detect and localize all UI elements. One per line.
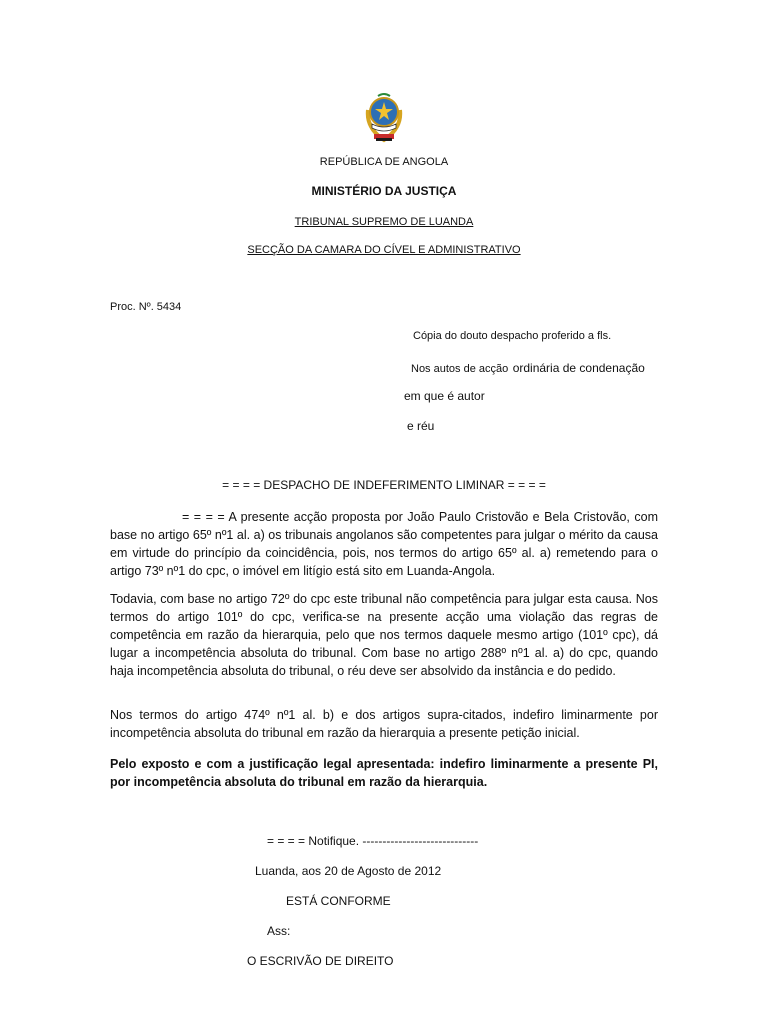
copy-line: Cópia do douto despacho proferido a fls. [413, 330, 612, 342]
paragraph-4-conclusion: Pelo exposto e com a justificação legal apresentada: indefiro liminarmente a presente PI, por incompetência absoluta do tribunal em razão da hierarquia. [110, 757, 658, 789]
paragraph-3: Nos termos do artigo 474º nº1 al. b) e dos artigos supra-citados, indefiro liminarmente por incompetência absoluta do tribunal em razão da hierarquia a presente petição inicial. [110, 708, 658, 740]
section-heading: SECÇÃO DA CAMARA DO CÍVEL E ADMINISTRATIVO [247, 244, 521, 256]
paragraph-2: Todavia, com base no artigo 72º do cpc este tribunal não competência para julgar esta causa. Nos termos do artigo 101º do cpc, verifica-se na presente acção uma violação das regras de competência em razão da hierarquia, pelo que nos termos daquele mesmo artigo (101º cpc), dá lugar a incompetência absoluta do tribunal. Com base no artigo 288º nº1 al. a) do cpc, quando haja incompetência absoluta do tribunal, o réu deve ser absolvido da instância e do pedido. [110, 592, 658, 678]
process-number: Proc. Nº. 5434 [110, 301, 182, 313]
author-line: em que é autor [404, 389, 485, 403]
clerk-title: O ESCRIVÃO DE DIREITO [247, 954, 394, 968]
autos-prefix: Nos autos de acção [411, 363, 509, 375]
defendant-line: e réu [407, 419, 435, 433]
paragraph-1: = = = = A presente acção proposta por João Paulo Cristovão e Bela Cristovão, com base no artigo 65º nº1 al. a) os tribunais angolanos são competentes para julgar o mérito da causa em virtude do princípio da coincidência, pois, nos termos do artigo 65º al. a) remetendo para o artigo 73º nº1 do cpc, o imóvel em litígio está sito em Luanda-Angola. [110, 510, 658, 578]
conform-line: ESTÁ CONFORME [286, 894, 391, 908]
court-heading: TRIBUNAL SUPREMO DE LUANDA [294, 216, 474, 228]
dispatch-title: = = = = DESPACHO DE INDEFERIMENTO LIMINAR = = = = [222, 478, 546, 492]
autos-suffix: ordinária de condenação [512, 361, 645, 375]
signature-label: Ass: [267, 924, 291, 938]
date-line: Luanda, aos 20 de Agosto de 2012 [255, 864, 442, 878]
ministry-heading: MINISTÉRIO DA JUSTIÇA [311, 184, 457, 198]
country-heading: REPÚBLICA DE ANGOLA [319, 156, 449, 168]
notify-line: = = = = Notifique. ----------------------------- [267, 834, 479, 848]
autos-line [411, 359, 645, 377]
angola-coat-of-arms-icon [362, 90, 406, 144]
